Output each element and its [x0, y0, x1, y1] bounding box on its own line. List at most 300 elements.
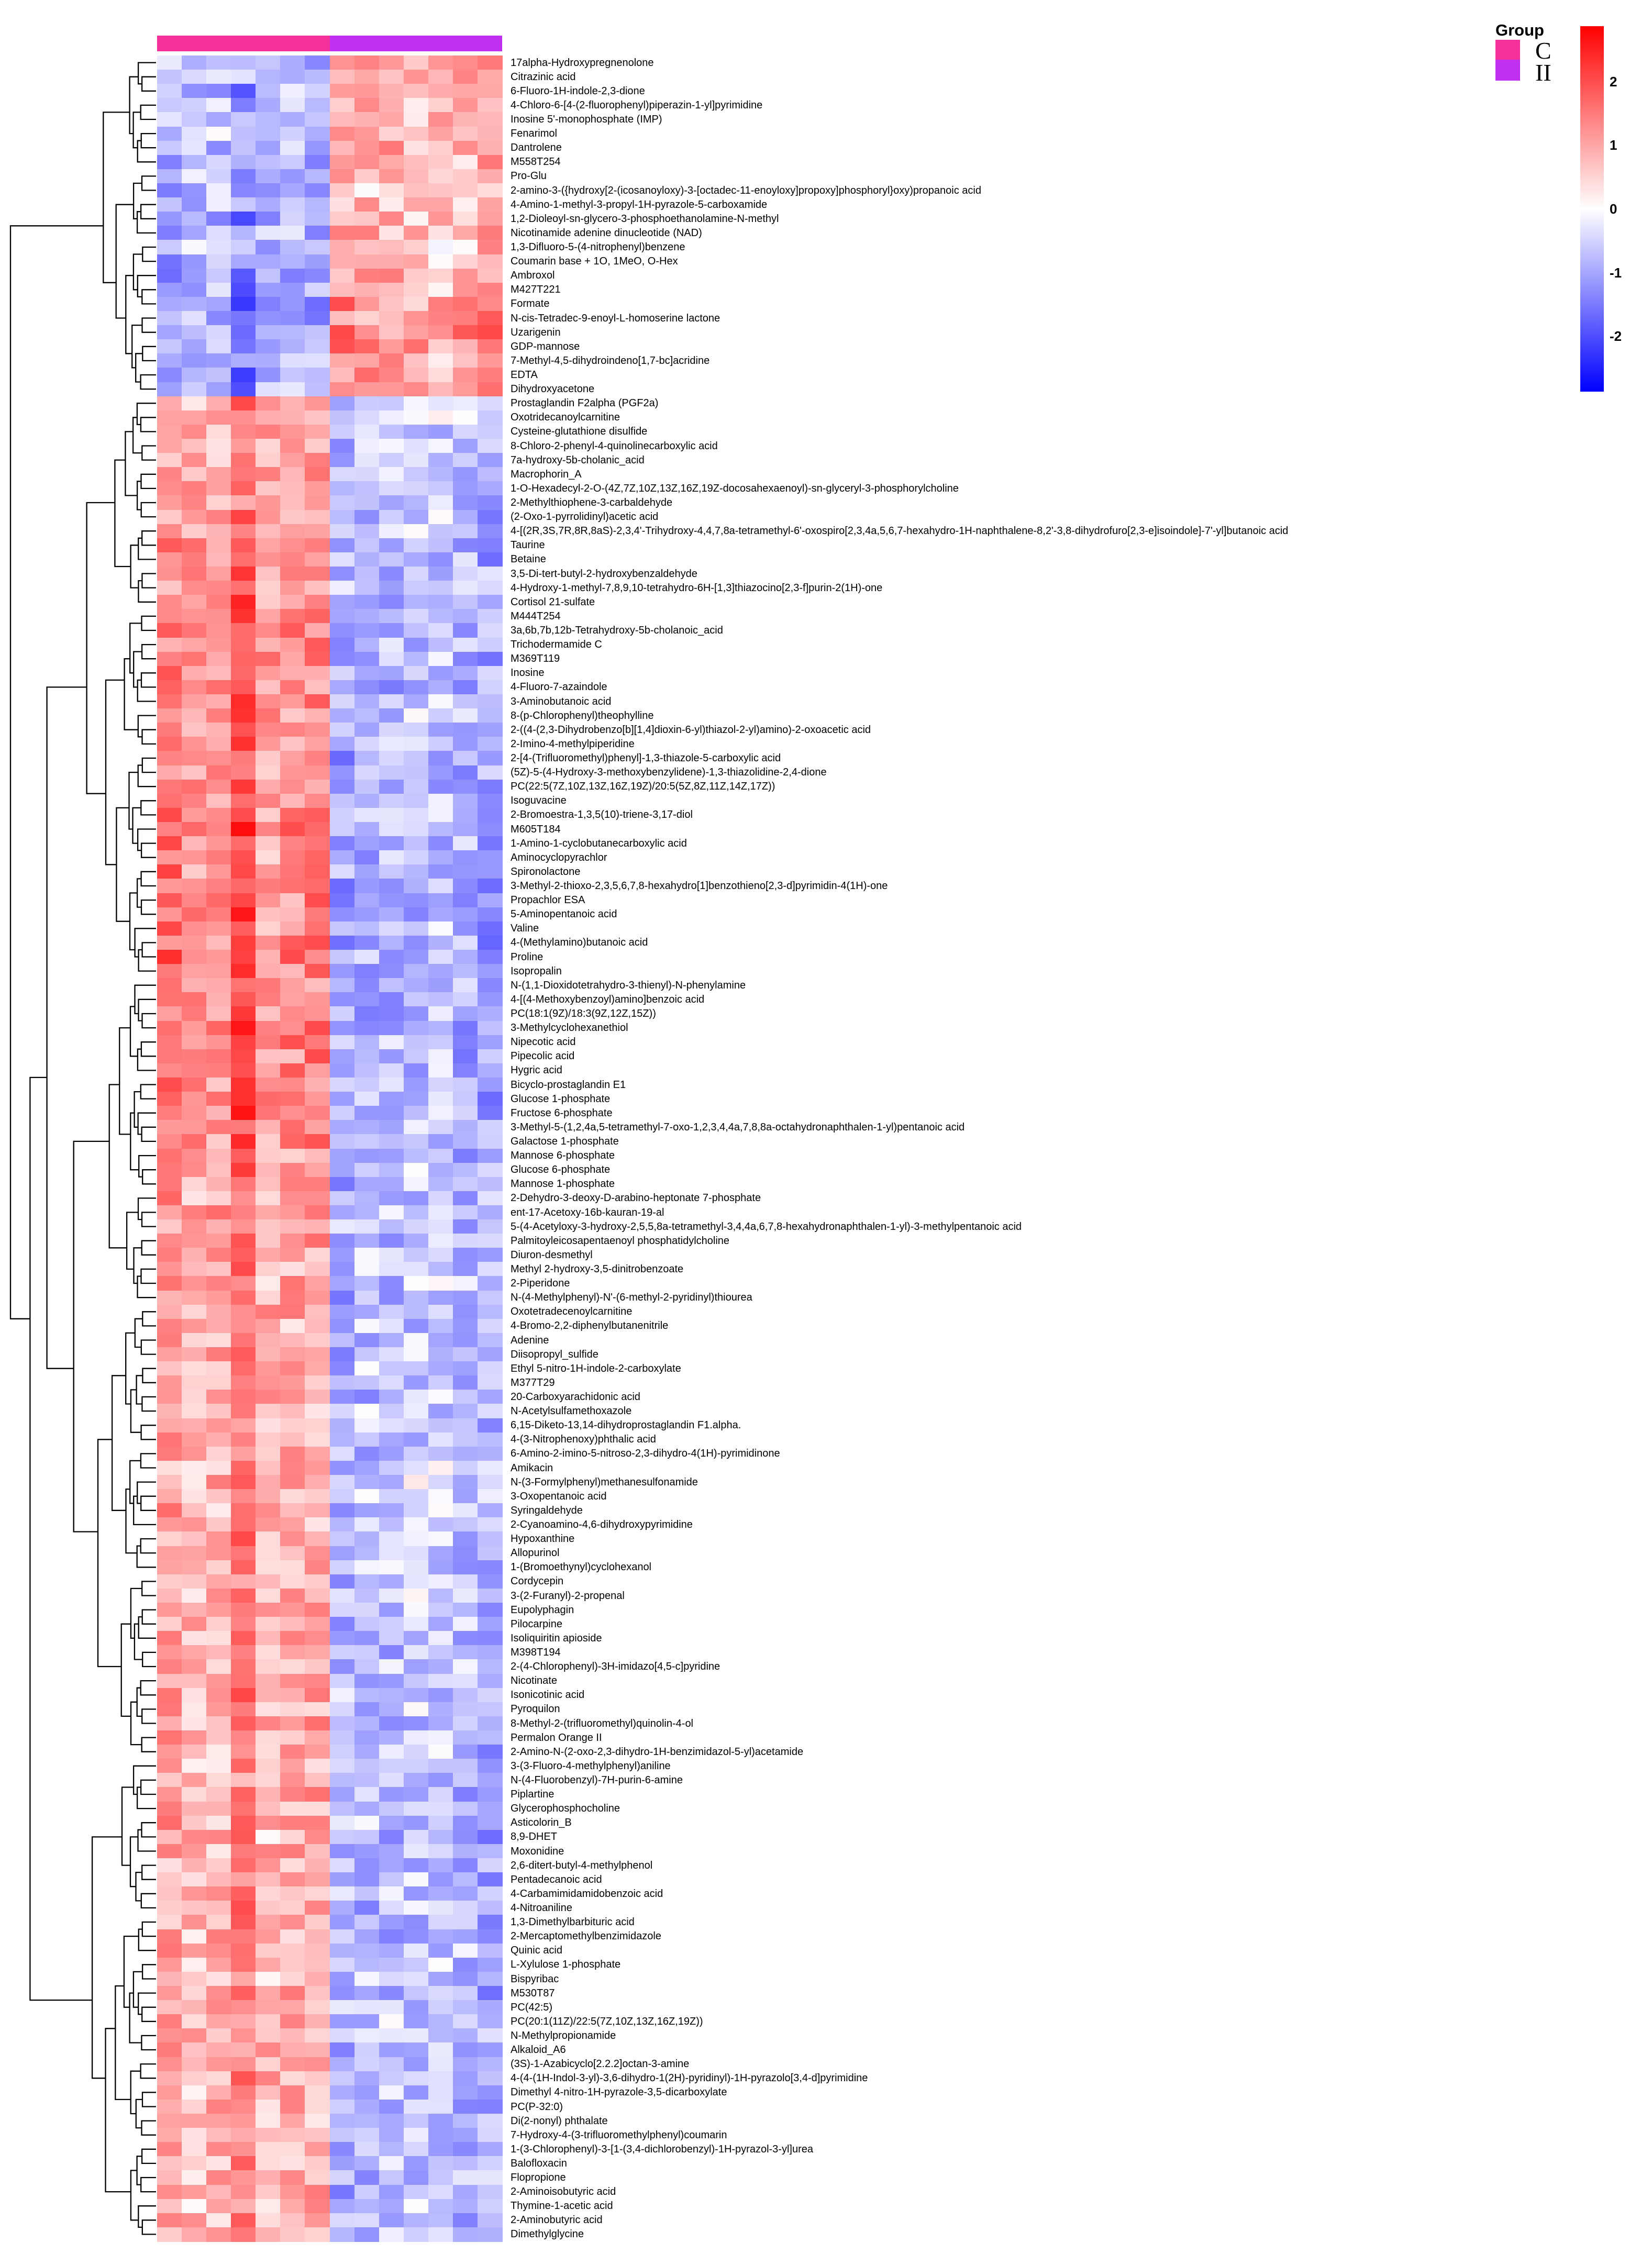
heatmap-cell	[231, 992, 256, 1007]
heatmap-cell	[330, 723, 355, 737]
heatmap-cell	[379, 694, 404, 709]
heatmap-cell	[379, 1759, 404, 1773]
heatmap-cell	[404, 197, 429, 212]
heatmap-cell	[182, 2042, 207, 2057]
heatmap-cell	[354, 297, 380, 312]
heatmap-cell	[231, 254, 256, 269]
heatmap-cell	[428, 737, 453, 751]
heatmap-cell	[478, 1006, 503, 1021]
heatmap-cell	[453, 212, 478, 226]
heatmap-cell	[379, 794, 404, 808]
heatmap-cell	[305, 1219, 330, 1234]
heatmap-cell	[478, 723, 503, 737]
heatmap-cell	[478, 240, 503, 254]
heatmap-cell	[157, 1688, 182, 1703]
row-label: Mannose 1-phosphate	[511, 1178, 615, 1190]
heatmap-cell	[256, 1986, 281, 2001]
heatmap-cell	[256, 2185, 281, 2200]
heatmap-cell	[354, 666, 380, 681]
heatmap-cell	[157, 98, 182, 113]
heatmap-cell	[206, 1106, 231, 1120]
heatmap-cell	[206, 2042, 231, 2057]
heatmap-cell	[428, 1972, 453, 1986]
heatmap-cell	[354, 155, 380, 170]
heatmap-cell	[305, 794, 330, 808]
heatmap-cell	[256, 2156, 281, 2171]
row-label: 4-[(4-Methoxybenzoyl)amino]benzoic acid	[511, 993, 705, 1005]
heatmap-cell	[453, 311, 478, 326]
heatmap-cell	[182, 765, 207, 780]
row-label: PC(42:5)	[511, 2001, 553, 2013]
heatmap-cell	[478, 1375, 503, 1390]
heatmap-cell	[182, 581, 207, 595]
heatmap-cell	[379, 368, 404, 382]
heatmap-cell	[354, 2199, 380, 2214]
heatmap-cell	[182, 2227, 207, 2242]
heatmap-cell	[256, 1390, 281, 1404]
heatmap-cell	[379, 2071, 404, 2086]
row-label: Eupolyphagin	[511, 1604, 574, 1616]
heatmap-cell	[206, 1659, 231, 1674]
heatmap-cell	[379, 978, 404, 993]
heatmap-cell	[231, 1872, 256, 1887]
heatmap-cell	[280, 623, 305, 638]
heatmap-cell	[280, 936, 305, 950]
heatmap-cell	[453, 978, 478, 993]
heatmap-cell	[453, 680, 478, 695]
heatmap-cell	[478, 1021, 503, 1036]
heatmap-cell	[453, 723, 478, 737]
heatmap-cell	[478, 2100, 503, 2114]
heatmap-cell	[330, 1248, 355, 1262]
heatmap-cell	[280, 1361, 305, 1376]
row-label: 7-Hydroxy-4-(3-trifluoromethylphenyl)coumarin	[511, 2129, 727, 2141]
heatmap-cell	[231, 2142, 256, 2157]
heatmap-cell	[379, 1234, 404, 1248]
row-label: 3-Aminobutanoic acid	[511, 695, 612, 707]
heatmap-cell	[354, 1645, 380, 1660]
row-label: 7-Methyl-4,5-dihydroindeno[1,7-bc]acridine	[511, 354, 710, 367]
heatmap-cell	[157, 2128, 182, 2142]
heatmap-cell	[404, 1745, 429, 1759]
heatmap-cell	[379, 2128, 404, 2142]
row-label: Isoguvacine	[511, 795, 567, 807]
heatmap-cell	[231, 1631, 256, 1646]
heatmap-cell	[379, 84, 404, 98]
heatmap-cell	[478, 325, 503, 340]
heatmap-cell	[354, 765, 380, 780]
heatmap-cell	[231, 1447, 256, 1461]
heatmap-cell	[478, 680, 503, 695]
heatmap-cell	[428, 1531, 453, 1546]
heatmap-cell	[330, 964, 355, 979]
heatmap-cell	[404, 212, 429, 226]
row-label: Alkaloid_A6	[511, 2044, 566, 2056]
heatmap-cell	[157, 936, 182, 950]
heatmap-cell	[280, 1517, 305, 1532]
heatmap-cell	[182, 1631, 207, 1646]
heatmap-cell	[478, 2014, 503, 2029]
heatmap-cell	[182, 297, 207, 312]
heatmap-cell	[330, 495, 355, 510]
heatmap-cell	[305, 1972, 330, 1986]
heatmap-cell	[182, 1461, 207, 1475]
heatmap-cell	[404, 2042, 429, 2057]
heatmap-cell	[182, 55, 207, 70]
heatmap-cell	[379, 283, 404, 297]
heatmap-cell	[453, 155, 478, 170]
heatmap-cell	[280, 2014, 305, 2029]
heatmap-cell	[404, 950, 429, 964]
heatmap-cell	[478, 1347, 503, 1362]
heatmap-cell	[182, 2028, 207, 2043]
heatmap-cell	[182, 1163, 207, 1178]
row-label: Spironolactone	[511, 865, 581, 878]
heatmap-cell	[428, 850, 453, 865]
heatmap-cell	[453, 1617, 478, 1631]
heatmap-cell	[280, 879, 305, 893]
heatmap-cell	[206, 439, 231, 453]
heatmap-cell	[404, 1205, 429, 1220]
heatmap-cell	[256, 1049, 281, 1064]
heatmap-cell	[453, 339, 478, 354]
heatmap-cell	[379, 2114, 404, 2128]
heatmap-cell	[453, 1631, 478, 1646]
heatmap-cell	[379, 1461, 404, 1475]
heatmap-cell	[404, 1006, 429, 1021]
heatmap-cell	[182, 879, 207, 893]
heatmap-cell	[428, 1702, 453, 1717]
heatmap-cell	[453, 2227, 478, 2242]
heatmap-cell	[280, 1276, 305, 1291]
heatmap-cell	[305, 2071, 330, 2086]
heatmap-cell	[206, 1517, 231, 1532]
heatmap-cell	[330, 1901, 355, 1915]
heatmap-cell	[280, 822, 305, 837]
heatmap-cell	[379, 1433, 404, 1447]
heatmap-cell	[231, 396, 256, 411]
heatmap-cell	[428, 297, 453, 312]
heatmap-cell	[280, 1291, 305, 1305]
heatmap-cell	[305, 1531, 330, 1546]
heatmap-cell	[379, 1901, 404, 1915]
heatmap-cell	[478, 1886, 503, 1901]
heatmap-cell	[379, 680, 404, 695]
heatmap-cell	[182, 1319, 207, 1334]
heatmap-cell	[305, 708, 330, 723]
heatmap-cell	[157, 325, 182, 340]
heatmap-cell	[404, 765, 429, 780]
heatmap-cell	[231, 1418, 256, 1433]
heatmap-cell	[231, 127, 256, 141]
heatmap-cell	[404, 2199, 429, 2214]
heatmap-cell	[428, 2100, 453, 2114]
heatmap-cell	[428, 1773, 453, 1787]
heatmap-cell	[280, 226, 305, 240]
heatmap-cell	[280, 510, 305, 525]
heatmap-cell	[231, 538, 256, 553]
heatmap-cell	[379, 1674, 404, 1689]
heatmap-cell	[182, 353, 207, 368]
heatmap-cell	[354, 538, 380, 553]
heatmap-cell	[428, 921, 453, 936]
heatmap-cell	[206, 2085, 231, 2100]
heatmap-cell	[428, 2028, 453, 2043]
heatmap-cell	[157, 353, 182, 368]
heatmap-cell	[182, 1759, 207, 1773]
heatmap-cell	[182, 1191, 207, 1206]
heatmap-cell	[305, 1049, 330, 1064]
row-label: PC(P-32:0)	[511, 2101, 563, 2113]
heatmap-cell	[206, 2185, 231, 2200]
heatmap-cell	[478, 666, 503, 681]
heatmap-cell	[404, 751, 429, 765]
heatmap-cell	[354, 2227, 380, 2242]
heatmap-cell	[231, 382, 256, 397]
row-label: Propachlor ESA	[511, 894, 585, 906]
heatmap-cell	[428, 2227, 453, 2242]
heatmap-cell	[404, 2000, 429, 2015]
heatmap-cell	[305, 1830, 330, 1845]
heatmap-cell	[256, 269, 281, 283]
heatmap-cell	[330, 978, 355, 993]
heatmap-cell	[206, 708, 231, 723]
heatmap-cell	[354, 1886, 380, 1901]
heatmap-cell	[354, 1404, 380, 1418]
heatmap-cell	[256, 978, 281, 993]
heatmap-cell	[182, 453, 207, 468]
heatmap-cell	[330, 368, 355, 382]
heatmap-cell	[256, 694, 281, 709]
heatmap-cell	[157, 510, 182, 525]
heatmap-cell	[305, 1433, 330, 1447]
heatmap-cell	[404, 1872, 429, 1887]
heatmap-cell	[182, 2213, 207, 2228]
heatmap-cell	[453, 2057, 478, 2072]
heatmap-cell	[305, 325, 330, 340]
heatmap-cell	[478, 1092, 503, 1106]
heatmap-cell	[231, 425, 256, 439]
heatmap-cell	[182, 1517, 207, 1532]
heatmap-cell	[354, 325, 380, 340]
heatmap-cell	[379, 197, 404, 212]
heatmap-cell	[206, 1759, 231, 1773]
heatmap-cell	[453, 1063, 478, 1078]
heatmap-cell	[157, 55, 182, 70]
heatmap-cell	[404, 1461, 429, 1475]
heatmap-cell	[330, 2227, 355, 2242]
heatmap-cell	[231, 70, 256, 84]
heatmap-cell	[157, 808, 182, 823]
heatmap-cell	[256, 254, 281, 269]
heatmap-cell	[478, 1759, 503, 1773]
heatmap-cell	[206, 1688, 231, 1703]
heatmap-cell	[354, 1858, 380, 1873]
heatmap-cell	[256, 212, 281, 226]
heatmap-cell	[330, 581, 355, 595]
heatmap-cell	[305, 1149, 330, 1163]
heatmap-cell	[305, 297, 330, 312]
heatmap-cell	[478, 1333, 503, 1348]
heatmap-cell	[182, 1986, 207, 2001]
heatmap-cell	[305, 1503, 330, 1518]
heatmap-cell	[305, 978, 330, 993]
heatmap-cell	[404, 2100, 429, 2114]
heatmap-cell	[330, 396, 355, 411]
heatmap-cell	[453, 836, 478, 851]
heatmap-cell	[453, 1475, 478, 1490]
heatmap-cell	[231, 2042, 256, 2057]
heatmap-cell	[231, 353, 256, 368]
heatmap-cell	[206, 1319, 231, 1334]
heatmap-cell	[354, 2000, 380, 2015]
heatmap-cell	[354, 2114, 380, 2128]
heatmap-cell	[280, 1872, 305, 1887]
heatmap-cell	[354, 1830, 380, 1845]
heatmap-cell	[478, 2213, 503, 2228]
heatmap-cell	[379, 467, 404, 482]
row-label: (5Z)-5-(4-Hydroxy-3-methoxybenzylidene)-1,3-thiazolidine-2,4-dione	[511, 767, 827, 779]
heatmap-cell	[256, 1645, 281, 1660]
heatmap-cell	[428, 1603, 453, 1617]
heatmap-cell	[231, 98, 256, 113]
heatmap-cell	[379, 1375, 404, 1390]
heatmap-cell	[231, 269, 256, 283]
heatmap-cell	[231, 1531, 256, 1546]
heatmap-cell	[428, 2156, 453, 2171]
heatmap-cell	[354, 1915, 380, 1929]
heatmap-cell	[478, 964, 503, 979]
heatmap-cell	[453, 1830, 478, 1845]
heatmap-cell	[182, 780, 207, 794]
heatmap-cell	[157, 1475, 182, 1490]
heatmap-cell	[256, 1205, 281, 1220]
heatmap-cell	[404, 2085, 429, 2100]
heatmap-cell	[182, 623, 207, 638]
heatmap-cell	[206, 1063, 231, 1078]
heatmap-cell	[478, 510, 503, 525]
heatmap-cell	[404, 1546, 429, 1561]
heatmap-cell	[206, 1433, 231, 1447]
heatmap-cell	[280, 2042, 305, 2057]
heatmap-cell	[231, 1106, 256, 1120]
heatmap-cell	[157, 1631, 182, 1646]
row-label: 3,5-Di-tert-butyl-2-hydroxybenzaldehyde	[511, 568, 697, 580]
heatmap-cell	[280, 893, 305, 908]
heatmap-cell	[305, 70, 330, 84]
heatmap-cell	[256, 240, 281, 254]
heatmap-cell	[428, 765, 453, 780]
heatmap-cell	[256, 283, 281, 297]
heatmap-cell	[206, 907, 231, 922]
heatmap-cell	[354, 1944, 380, 1958]
heatmap-cell	[404, 1305, 429, 1319]
heatmap-cell	[157, 680, 182, 695]
heatmap-cell	[280, 1830, 305, 1845]
heatmap-cell	[256, 623, 281, 638]
heatmap-cell	[354, 1872, 380, 1887]
heatmap-cell	[379, 921, 404, 936]
heatmap-cell	[157, 269, 182, 283]
heatmap-cell	[330, 1517, 355, 1532]
heatmap-cell	[206, 2114, 231, 2128]
heatmap-cell	[157, 1149, 182, 1163]
heatmap-cell	[478, 467, 503, 482]
heatmap-cell	[305, 1390, 330, 1404]
heatmap-cell	[280, 1929, 305, 1944]
heatmap-cell	[231, 666, 256, 681]
heatmap-cell	[428, 1659, 453, 1674]
heatmap-cell	[231, 1645, 256, 1660]
heatmap-cell	[280, 1049, 305, 1064]
heatmap-cell	[404, 2185, 429, 2200]
heatmap-cell	[256, 1503, 281, 1518]
heatmap-cell	[354, 1475, 380, 1490]
heatmap-cell	[280, 1603, 305, 1617]
heatmap-cell	[478, 595, 503, 609]
heatmap-cell	[256, 1517, 281, 1532]
heatmap-cell	[206, 1390, 231, 1404]
heatmap-cell	[280, 581, 305, 595]
heatmap-cell	[256, 907, 281, 922]
heatmap-cell	[379, 2170, 404, 2185]
heatmap-cell	[305, 269, 330, 283]
heatmap-cell	[330, 1560, 355, 1575]
heatmap-cell	[428, 794, 453, 808]
heatmap-cell	[428, 680, 453, 695]
heatmap-cell	[256, 964, 281, 979]
heatmap-cell	[231, 1035, 256, 1050]
heatmap-cell	[354, 1531, 380, 1546]
heatmap-cell	[256, 2142, 281, 2157]
heatmap-cell	[231, 623, 256, 638]
heatmap-cell	[404, 723, 429, 737]
row-label: Hygric acid	[511, 1064, 562, 1076]
heatmap-cell	[453, 2000, 478, 2015]
row-label: M369T119	[511, 653, 560, 665]
heatmap-cell	[231, 680, 256, 695]
heatmap-cell	[305, 1546, 330, 1561]
heatmap-cell	[206, 1262, 231, 1276]
heatmap-cell	[256, 723, 281, 737]
heatmap-cell	[256, 780, 281, 794]
row-label: Citrazinic acid	[511, 71, 576, 83]
heatmap-cell	[453, 2142, 478, 2157]
heatmap-cell	[478, 1461, 503, 1475]
heatmap-cell	[354, 453, 380, 468]
row-label: 2-Bromoestra-1,3,5(10)-triene-3,17-diol	[511, 809, 693, 821]
heatmap-cell	[453, 1929, 478, 1944]
heatmap-cell	[305, 1659, 330, 1674]
heatmap-cell	[206, 1560, 231, 1575]
heatmap-cell	[330, 694, 355, 709]
heatmap-cell	[280, 1958, 305, 1972]
heatmap-cell	[256, 1901, 281, 1915]
heatmap-cell	[256, 2100, 281, 2114]
heatmap-cell	[379, 1603, 404, 1617]
heatmap-cell	[231, 1929, 256, 1944]
heatmap-cell	[182, 1149, 207, 1163]
heatmap-cell	[478, 339, 503, 354]
heatmap-cell	[354, 1219, 380, 1234]
heatmap-cell	[182, 1035, 207, 1050]
heatmap-cell	[330, 1134, 355, 1149]
heatmap-cell	[206, 2014, 231, 2029]
row-label: Prostaglandin F2alpha (PGF2a)	[511, 397, 659, 409]
heatmap-cell	[404, 567, 429, 581]
row-label: 2-Aminobutyric acid	[511, 2214, 603, 2226]
heatmap-cell	[256, 1035, 281, 1050]
